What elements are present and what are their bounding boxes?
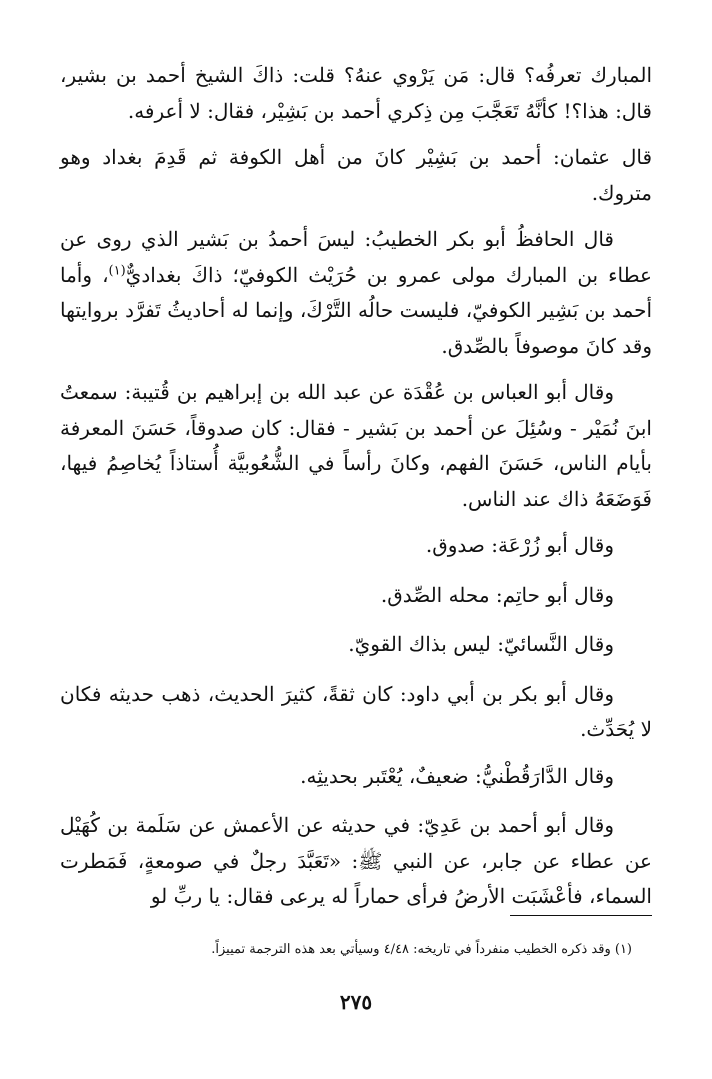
paragraph-2: قال عثمان: أحمد بن بَشِيْر كانَ من أهل الكوفة ثم قَدِمَ بغداد وهو متروك. bbox=[60, 145, 652, 205]
paragraph-1: المبارك تعرفُه؟ قال: مَن يَرْوي عنهُ؟ قلت: ذاكَ الشيخ أحمد بن بشير، قال: هذا؟! كأنَّهُ تَعَجَّبَ مِن ذِكري أحمد بن بَشِيْر، فقال: لا أعرفه. bbox=[60, 63, 652, 123]
paragraph-5: وقال أبو زُرْعَة: صدوق. bbox=[425, 533, 614, 557]
paragraph-4: وقال أبو العباس بن عُقْدَة عن عبد الله بن إبراهيم بن قُتيبة: سمعتُ ابنَ نُمَيْر - وسُئِلَ عن أحمد بن بَشير - فقال: كان صدوقاً، حَسَنَ المعرفة بأيام الناس، حَسَنَ الفهم، وكانَ رأساً في الشُّعُوبيَّة أُستاذاً يُخاصِمُ فيها، فَوَضَعَهُ ذاك عند الناس. bbox=[60, 380, 652, 511]
footnote-text: (١) وقد ذكره الخطيب منفرداً في تاريخه: ٤/٤٨ وسيأتي بعد هذه الترجمة تمييزاً. bbox=[211, 942, 632, 957]
page-number: ٢٧٥ bbox=[339, 990, 373, 1014]
paragraph-9: وقال الدَّارَقُطْنيُّ: ضعيفٌ، يُعْتَبر بحديثِه. bbox=[300, 763, 614, 788]
paragraph-3-part-1: قال الحافظُ أبو بكر الخطيبُ: ليسَ أحمدُ بن بَشير الذي روى عن عطاء بن المبارك مولى عمرو بن حُرَيْث الكوفيّ؛ ذاكَ بغداديٌّ bbox=[60, 227, 652, 287]
paragraph-6: وقال أبو حاتِم: محله الصِّدق. bbox=[380, 582, 614, 607]
main-text bbox=[60, 58, 652, 1079]
footnote-divider bbox=[510, 915, 652, 916]
paragraph-8: وقال أبو بكر بن أبي داود: كان ثقةً، كثيرَ الحديث، ذهب حديثه فكان لا يُحَدِّث. bbox=[60, 681, 652, 741]
footnote-reference[interactable]: (١) bbox=[108, 262, 126, 278]
paragraph-7: وقال النَّسائيّ: ليس بذاك القويّ. bbox=[348, 632, 614, 656]
paragraph-10: وقال أبو أحمد بن عَدِيّ: في حديثه عن الأعمش عن سَلَمة بن كُهَيْل عن عطاء عن جابر، عن النبي ﷺ: «تَعَبَّدَ رجلٌ في صومعةٍ، فَمَطرت السماء، فأعْشَبَت الأرضُ فرأى حماراً له يرعى فقال: يا ربِّ لو bbox=[60, 813, 652, 908]
paragraph-3 bbox=[60, 222, 652, 364]
paragraph-3-part-2: ، وأما أحمد بن بَشِير الكوفيّ، فليست حالُه التَّرْكَ، وإنما له أحاديثُ تَفرَّد بروايتها وقد كانَ موصوفاً بالصِّدق. bbox=[60, 262, 652, 358]
